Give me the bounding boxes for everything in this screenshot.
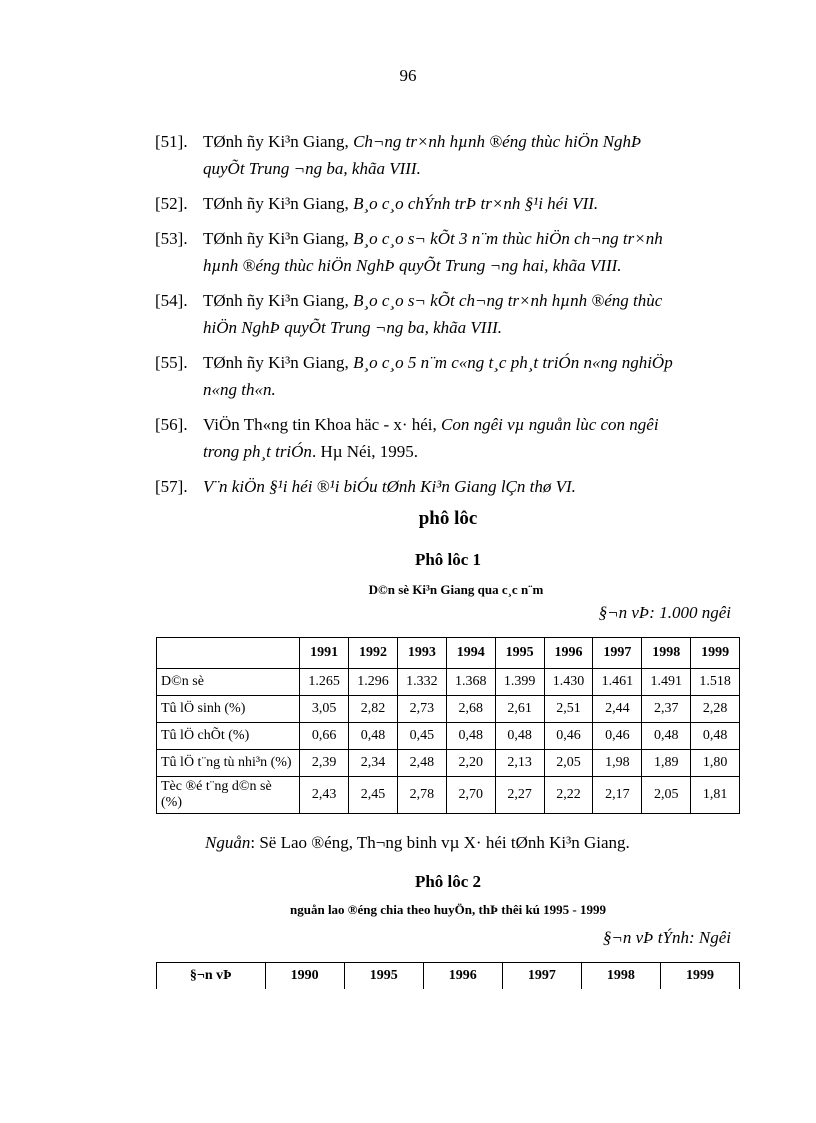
reference-item bbox=[155, 287, 745, 341]
table-cell: 3,05 bbox=[300, 696, 349, 723]
table-cell: 1.265 bbox=[300, 669, 349, 696]
table-header-row bbox=[157, 963, 740, 990]
table-cell: 1.430 bbox=[544, 669, 593, 696]
row-label: Tû lÖ chÕt (%) bbox=[157, 723, 300, 750]
table-cell: 2,73 bbox=[397, 696, 446, 723]
year-header: 1993 bbox=[397, 638, 446, 669]
reference-title-continued: trong ph¸t triÓn bbox=[203, 442, 312, 461]
appendix2-subtitle: nguån lao ®éng chia theo huyÖn, thÞ thêi kú 1995 - 1999 bbox=[290, 902, 606, 917]
table-cell: 1.491 bbox=[642, 669, 691, 696]
reference-author: TØnh ñy Ki³n Giang, bbox=[203, 194, 354, 213]
unit-header: §¬n vÞ bbox=[157, 963, 266, 990]
table-cell: 2,68 bbox=[446, 696, 495, 723]
year-header: 1997 bbox=[593, 638, 642, 669]
year-header: 1998 bbox=[642, 638, 691, 669]
table-cell: 2,39 bbox=[300, 750, 349, 777]
reference-text bbox=[203, 190, 745, 217]
appendix1-source bbox=[205, 833, 630, 853]
table-cell: 2,05 bbox=[544, 750, 593, 777]
table-cell: 2,37 bbox=[642, 696, 691, 723]
appendix-heading: phô lôc bbox=[418, 508, 478, 529]
appendix1-title: Phô lôc 1 bbox=[414, 550, 482, 569]
reference-text bbox=[203, 411, 745, 465]
table-cell: 0,48 bbox=[495, 723, 544, 750]
year-header: 1995 bbox=[344, 963, 423, 990]
table-cell: 2,28 bbox=[691, 696, 740, 723]
table-row bbox=[157, 723, 740, 750]
table-cell: 0,45 bbox=[397, 723, 446, 750]
reference-number: [51]. bbox=[155, 132, 188, 151]
reference-title: V¨n kiÖn §¹i héi ®¹i biÓu tØnh Ki³n Giang lÇn thø VI. bbox=[203, 477, 576, 496]
table-cell: 2,48 bbox=[397, 750, 446, 777]
appendix1-subtitle: D©n sè Ki³n Giang qua c¸c n¨m bbox=[368, 582, 544, 597]
table-row bbox=[157, 669, 740, 696]
year-header: 1995 bbox=[495, 638, 544, 669]
row-label: D©n sè bbox=[157, 669, 300, 696]
table-cell: 1.518 bbox=[691, 669, 740, 696]
table-cell: 2,13 bbox=[495, 750, 544, 777]
table-cell: 1.368 bbox=[446, 669, 495, 696]
year-header: 1997 bbox=[502, 963, 581, 990]
appendix1-unit: §¬n vÞ: 1.000 ngêi bbox=[598, 603, 731, 622]
table-cell: 2,17 bbox=[593, 777, 642, 814]
reference-publication: . Hµ Néi, 1995. bbox=[311, 442, 419, 461]
row-label: Tèc ®é t¨ng d©n sè (%) bbox=[157, 777, 300, 814]
table-cell: 1,89 bbox=[642, 750, 691, 777]
row-label: Tû lÖ sinh (%) bbox=[157, 696, 300, 723]
source-text: : Së Lao ®éng, Th¬ng binh vµ X· héi tØnh Ki³n Giang. bbox=[250, 833, 630, 852]
row-label: Tû lÖ t¨ng tù nhi³n (%) bbox=[157, 750, 300, 777]
reference-number: [55]. bbox=[155, 353, 188, 372]
table-cell: 2,82 bbox=[349, 696, 398, 723]
reference-list bbox=[155, 128, 745, 508]
table-cell: 2,20 bbox=[446, 750, 495, 777]
reference-author: TØnh ñy Ki³n Giang, bbox=[203, 229, 354, 248]
table-cell: 2,61 bbox=[495, 696, 544, 723]
reference-number: [54]. bbox=[155, 291, 188, 310]
reference-item bbox=[155, 411, 745, 465]
table-cell: 0,48 bbox=[642, 723, 691, 750]
table-cell: 1.461 bbox=[593, 669, 642, 696]
reference-title-continued: hµnh ®éng thùc hiÖn NghÞ quyÕt Trung ¬ng hai, khãa VIII. bbox=[203, 256, 622, 275]
table-cell: 2,51 bbox=[544, 696, 593, 723]
table-cell: 1,80 bbox=[691, 750, 740, 777]
table-row bbox=[157, 777, 740, 814]
table-cell: 2,45 bbox=[349, 777, 398, 814]
year-header: 1998 bbox=[581, 963, 660, 990]
reference-text bbox=[203, 225, 745, 279]
table-cell: 1,98 bbox=[593, 750, 642, 777]
reference-title: B¸o c¸o chÝnh trÞ tr×nh §¹i héi VII. bbox=[353, 194, 599, 213]
table-cell: 1.332 bbox=[397, 669, 446, 696]
reference-title: Con ngêi vµ nguån lùc con ngêi bbox=[441, 415, 659, 434]
reference-number: [56]. bbox=[155, 415, 188, 434]
table-cell: 2,70 bbox=[446, 777, 495, 814]
table-cell: 0,48 bbox=[349, 723, 398, 750]
reference-item bbox=[155, 225, 745, 279]
appendix2-unit: §¬n vÞ tÝnh: Ngêi bbox=[602, 928, 731, 947]
reference-author: TØnh ñy Ki³n Giang, bbox=[203, 132, 354, 151]
reference-text bbox=[203, 128, 745, 182]
reference-text bbox=[203, 349, 745, 403]
year-header: 1994 bbox=[446, 638, 495, 669]
reference-title-continued: quyÕt Trung ¬ng ba, khãa VIII. bbox=[203, 159, 421, 178]
table-cell: 0,66 bbox=[300, 723, 349, 750]
year-header: 1996 bbox=[544, 638, 593, 669]
reference-number: [53]. bbox=[155, 229, 188, 248]
table-header-row bbox=[157, 638, 740, 669]
table-header-empty bbox=[157, 638, 300, 669]
reference-item bbox=[155, 473, 745, 500]
reference-number: [57]. bbox=[155, 477, 188, 496]
reference-item bbox=[155, 190, 745, 217]
table-cell: 1,81 bbox=[691, 777, 740, 814]
table-cell: 2,44 bbox=[593, 696, 642, 723]
table-row bbox=[157, 750, 740, 777]
table-cell: 1.296 bbox=[349, 669, 398, 696]
labor-table bbox=[156, 962, 740, 989]
table-cell: 0,46 bbox=[544, 723, 593, 750]
table-cell: 0,48 bbox=[691, 723, 740, 750]
table-cell: 2,34 bbox=[349, 750, 398, 777]
reference-author: TØnh ñy Ki³n Giang, bbox=[203, 291, 354, 310]
table-cell: 1.399 bbox=[495, 669, 544, 696]
reference-text bbox=[203, 287, 745, 341]
reference-author: ViÖn Th«ng tin Khoa häc - x· héi, bbox=[203, 415, 442, 434]
table-cell: 2,78 bbox=[397, 777, 446, 814]
reference-number: [52]. bbox=[155, 194, 188, 213]
year-header: 1999 bbox=[691, 638, 740, 669]
table-cell: 2,27 bbox=[495, 777, 544, 814]
year-header: 1992 bbox=[349, 638, 398, 669]
reference-author: TØnh ñy Ki³n Giang, bbox=[203, 353, 354, 372]
page-number: 96 bbox=[399, 66, 417, 85]
reference-text bbox=[203, 473, 745, 500]
reference-title: B¸o c¸o s¬ kÕt ch¬ng tr×nh hµnh ®éng thùc bbox=[353, 291, 663, 310]
table-cell: 0,46 bbox=[593, 723, 642, 750]
reference-item bbox=[155, 128, 745, 182]
reference-title-continued: hiÖn NghÞ quyÕt Trung ¬ng ba, khãa VIII. bbox=[203, 318, 503, 337]
reference-title: B¸o c¸o s¬ kÕt 3 n¨m thùc hiÖn ch¬ng tr×nh bbox=[353, 229, 663, 248]
reference-title: Ch¬ng tr×nh hµnh ®éng thùc hiÖn NghÞ bbox=[353, 132, 642, 151]
population-table bbox=[156, 637, 740, 814]
table-cell: 2,05 bbox=[642, 777, 691, 814]
reference-item bbox=[155, 349, 745, 403]
reference-title-continued: n«ng th«n. bbox=[203, 380, 276, 399]
source-label: Nguån bbox=[205, 833, 251, 852]
table-cell: 2,43 bbox=[300, 777, 349, 814]
year-header: 1999 bbox=[660, 963, 739, 990]
table-cell: 2,22 bbox=[544, 777, 593, 814]
table-cell: 0,48 bbox=[446, 723, 495, 750]
table-row bbox=[157, 696, 740, 723]
year-header: 1996 bbox=[423, 963, 502, 990]
appendix2-title: Phô lôc 2 bbox=[414, 872, 482, 891]
year-header: 1991 bbox=[300, 638, 349, 669]
reference-title: B¸o c¸o 5 n¨m c«ng t¸c ph¸t triÓn n«ng nghiÖp bbox=[353, 353, 673, 372]
year-header: 1990 bbox=[265, 963, 344, 990]
